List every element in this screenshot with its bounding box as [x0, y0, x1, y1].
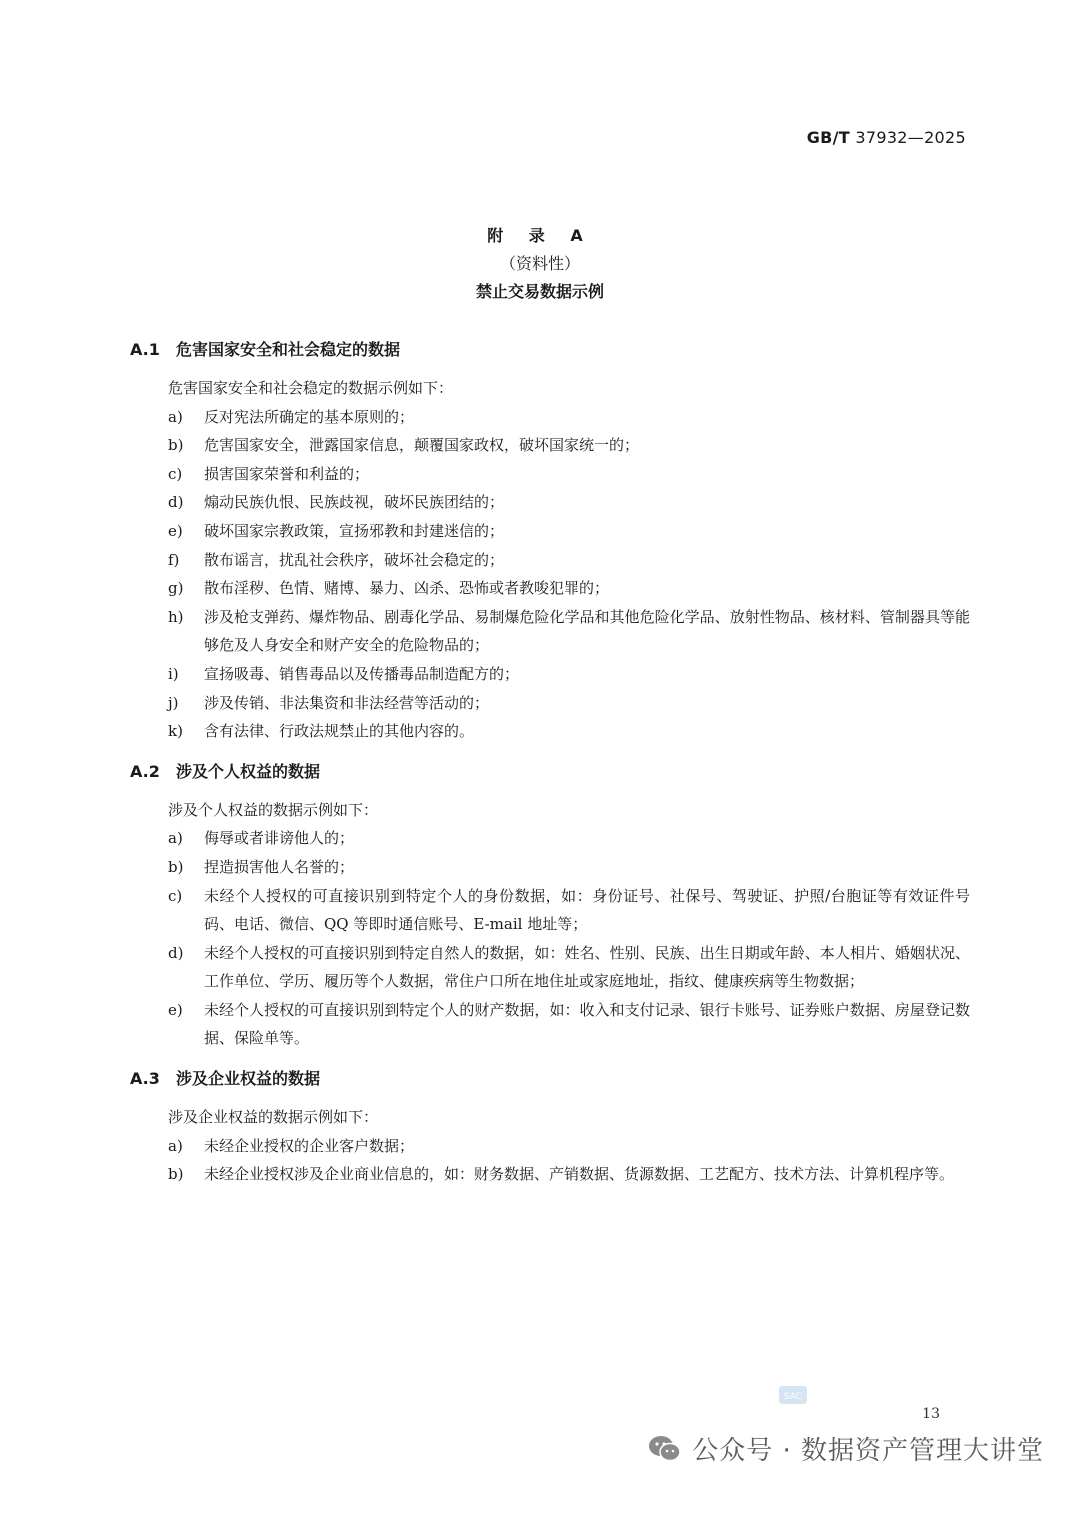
list-item [130, 488, 970, 517]
list-item-text: 破坏国家宗教政策，宣扬邪教和封建迷信的； [204, 521, 505, 540]
list-item-label: c) [168, 464, 183, 483]
page-number: 13 [922, 1406, 940, 1422]
list-item-text: 未经企业授权的企业客户数据； [204, 1136, 415, 1155]
list-item-label: h) [168, 607, 184, 626]
list-item-label: d) [168, 943, 184, 962]
list-item [130, 517, 970, 546]
list-item [130, 853, 970, 882]
list-item [130, 689, 970, 718]
watermark [648, 1430, 1044, 1467]
list-item [130, 403, 970, 432]
list-item-label: e) [168, 521, 183, 540]
list-item-label: e) [168, 1000, 183, 1019]
section-a-1 [130, 336, 970, 746]
list-item [130, 660, 970, 689]
list-item [130, 996, 970, 1053]
appendix-name: 禁止交易数据示例 [475, 282, 604, 301]
section-title [130, 758, 970, 786]
list-item-text: 侮辱或者诽谤他人的； [204, 829, 355, 848]
document-body [130, 336, 970, 1189]
section-number: A.1 [130, 340, 160, 359]
section-a-3 [130, 1065, 970, 1189]
list-item-text: 危害国家安全，泄露国家信息，颠覆国家政权，破坏国家统一的； [204, 436, 640, 455]
list-item-text: 宣扬吸毒、销售毒品以及传播毒品制造配方的； [204, 664, 520, 683]
watermark-text: 公众号 · 数据资产管理大讲堂 [692, 1436, 1044, 1466]
svg-text:SAC: SAC [783, 1392, 803, 1402]
list-item [130, 1160, 970, 1189]
list-item-text: 未经个人授权的可直接识别到特定个人的财产数据，如：收入和支付记录、银行卡账号、证券账户数据、房屋登记数据、保险单等。 [204, 1000, 970, 1048]
list-item-text: 未经个人授权的可直接识别到特定自然人的数据，如：姓名、性别、民族、出生日期或年龄、本人相片、婚姻状况、工作单位、学历、履历等个人数据，常住户口所在地住址或家庭地址，指纹、健康疾病等生物数据； [204, 943, 970, 991]
sac-logo-icon [778, 1384, 808, 1406]
list-item-label: a) [168, 829, 183, 848]
list-item-text: 未经企业授权涉及企业商业信息的，如：财务数据、产销数据、货源数据、工艺配方、技术方法、计算机程序等。 [204, 1165, 955, 1184]
list-item-label: a) [168, 407, 183, 426]
appendix-type: （资料性） [499, 254, 580, 273]
list-item-label: b) [168, 857, 184, 876]
list-item-text: 散布淫秽、色情、赌博、暴力、凶杀、恐怖或者教唆犯罪的； [204, 579, 610, 598]
list-item-label: j) [168, 693, 179, 712]
section-title [130, 1065, 970, 1093]
wechat-icon [648, 1434, 682, 1464]
list-item-text: 含有法律、行政法规禁止的其他内容的。 [204, 722, 475, 741]
standard-number: 37932—2025 [855, 128, 966, 147]
list-item-text: 未经个人授权的可直接识别到特定个人的身份数据，如：身份证号、社保号、驾驶证、护照/台胞证等有效证件号码、电话、微信、QQ 等即时通信账号、E-mail 地址等； [204, 886, 970, 934]
list-item-label: i) [168, 664, 179, 683]
list-item-text: 煽动民族仇恨、民族歧视，破坏民族团结的； [204, 493, 505, 512]
list-item-text: 捏造损害他人名誉的； [204, 857, 355, 876]
list-item [130, 460, 970, 489]
appendix-heading [0, 222, 1080, 306]
list-item-label: b) [168, 436, 184, 455]
list-item-label: b) [168, 1165, 184, 1184]
standard-prefix: GB/T [806, 128, 850, 147]
list-item-text: 涉及枪支弹药、爆炸物品、剧毒化学品、易制爆危险化学品和其他危险化学品、放射性物品、核材料、管制器具等能够危及人身安全和财产安全的危险物品的； [204, 607, 970, 655]
section-intro: 涉及个人权益的数据示例如下： [168, 800, 379, 819]
section-a-2 [130, 758, 970, 1053]
list-item [130, 939, 970, 996]
section-heading-text: 危害国家安全和社会稳定的数据 [176, 340, 401, 359]
list-item-label: c) [168, 886, 183, 905]
list-item [130, 717, 970, 746]
section-intro: 危害国家安全和社会稳定的数据示例如下： [168, 379, 454, 397]
section-intro: 涉及企业权益的数据示例如下： [168, 1108, 379, 1127]
list-item-text: 散布谣言，扰乱社会秩序，破坏社会稳定的； [204, 550, 505, 569]
list-item-label: a) [168, 1136, 183, 1155]
standard-code [807, 128, 966, 147]
list-item [130, 574, 970, 603]
list-item-label: d) [168, 493, 184, 512]
list-item-label: f) [168, 550, 180, 569]
list-item-label: k) [168, 722, 183, 741]
list-item [130, 431, 970, 460]
appendix-title: 附 录 A [487, 226, 593, 245]
section-heading-text: 涉及个人权益的数据 [176, 761, 321, 781]
list-item-label: g) [168, 579, 184, 598]
section-number: A.2 [130, 761, 160, 781]
list-item-text: 涉及传销、非法集资和非法经营等活动的； [204, 693, 490, 712]
list-item-text: 反对宪法所确定的基本原则的； [204, 407, 415, 426]
list-item [130, 603, 970, 660]
list-item [130, 882, 970, 939]
list-item [130, 1132, 970, 1161]
section-title [130, 336, 970, 364]
section-heading-text: 涉及企业权益的数据 [176, 1069, 321, 1089]
list-item-text: 损害国家荣誉和利益的； [204, 464, 370, 483]
list-item [130, 546, 970, 575]
section-number: A.3 [130, 1069, 160, 1089]
list-item [130, 824, 970, 853]
